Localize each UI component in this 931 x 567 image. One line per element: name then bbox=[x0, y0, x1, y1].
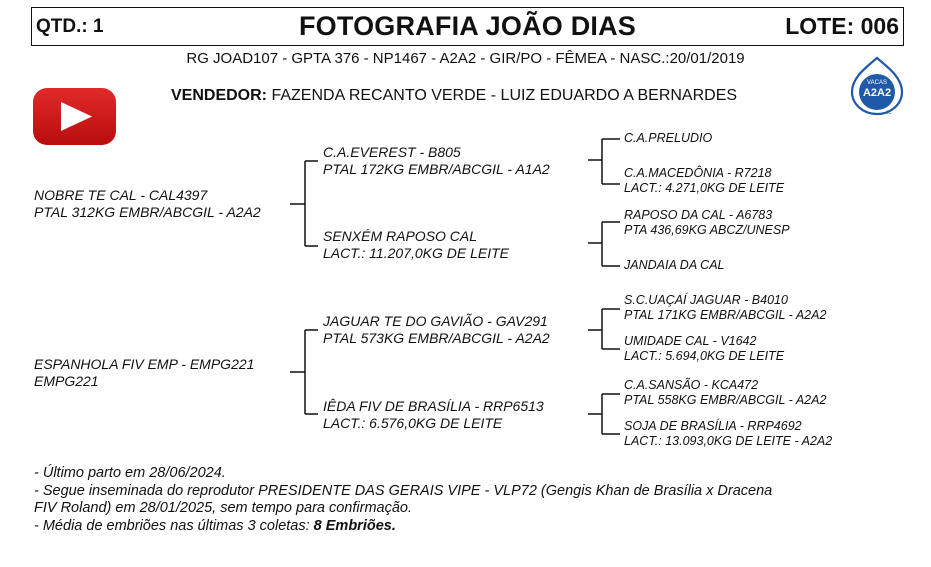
pedigree-ggs-1: C.A.PRELUDIO bbox=[624, 131, 713, 145]
embryos-count: 8 Embriões. bbox=[313, 517, 396, 534]
seller-value: FAZENDA RECANTO VERDE - LUIZ EDUARDO A BERNARDES bbox=[271, 87, 738, 104]
note-last-calving: - Último parto em 28/06/2024. bbox=[34, 465, 226, 481]
pedigree-ggd-1: C.A.MACEDÔNIA - R7218 LACT.: 4.271,0KG DE LEITE bbox=[624, 166, 785, 195]
pedigree-ggs-2: RAPOSO DA CAL - A6783 PTA 436,69KG ABCZ/UNESP bbox=[624, 208, 790, 237]
quantity-label: QTD.: 1 bbox=[36, 16, 104, 37]
pedigree-paternal-grandsire: C.A.EVEREST - B805 PTAL 172KG EMBR/ABCGIL - A1A2 bbox=[323, 144, 550, 177]
note-embryos: - Média de embriões nas últimas 3 coletas: 8 Embriões. bbox=[34, 517, 396, 534]
lot-number: LOTE: 006 bbox=[785, 13, 899, 39]
pedigree-maternal-granddam: IÊDA FIV DE BRASÍLIA - RRP6513 LACT.: 6.576,0KG DE LEITE bbox=[323, 398, 544, 431]
pedigree-dam: ESPANHOLA FIV EMP - EMPG221 EMPG221 bbox=[34, 356, 255, 389]
note-insemination-2: FIV Roland) em 28/01/2025, sem tempo para confirmação. bbox=[34, 500, 412, 516]
pedigree-paternal-granddam: SENXÉM RAPOSO CAL LACT.: 11.207,0KG DE LEITE bbox=[323, 228, 509, 261]
note-insemination-1: - Segue inseminada do reprodutor PRESIDENTE DAS GERAIS VIPE - VLP72 (Gengis Khan de Brasília x Dracena bbox=[34, 482, 773, 499]
lot-notes bbox=[34, 465, 772, 535]
pedigree-ggd-4: SOJA DE BRASÍLIA - RRP4692 LACT.: 13.093,0KG DE LEITE - A2A2 bbox=[624, 419, 833, 448]
badge-bottom-text: IC bbox=[886, 110, 892, 116]
registration-line: RG JOAD107 - GPTA 376 - NP1467 - A2A2 - GIR/PO - FÊMEA - NASC.:20/01/2019 bbox=[186, 50, 745, 67]
pedigree-ggd-2: JANDAIA DA CAL bbox=[624, 258, 725, 272]
pedigree-ggs-3: S.C.UAÇAÍ JAGUAR - B4010 PTAL 171KG EMBR/ABCGIL - A2A2 bbox=[624, 293, 827, 322]
pedigree-ggd-3: UMIDADE CAL - V1642 LACT.: 5.694,0KG DE LEITE bbox=[624, 334, 785, 363]
seller-label: VENDEDOR: bbox=[171, 87, 268, 104]
pedigree-maternal-grandsire: JAGUAR TE DO GAVIÃO - GAV291 PTAL 573KG EMBR/ABCGIL - A2A2 bbox=[323, 313, 550, 346]
pedigree-ggs-4: C.A.SANSÃO - KCA472 PTAL 558KG EMBR/ABCGIL - A2A2 bbox=[624, 378, 827, 407]
badge-top-text: VACAS bbox=[867, 80, 887, 86]
page-title: FOTOGRAFIA JOÃO DIAS bbox=[298, 11, 637, 41]
pedigree-sire: NOBRE TE CAL - CAL4397 PTAL 312KG EMBR/ABCGIL - A2A2 bbox=[34, 187, 261, 220]
badge-main-text: A2A2 bbox=[862, 87, 892, 99]
